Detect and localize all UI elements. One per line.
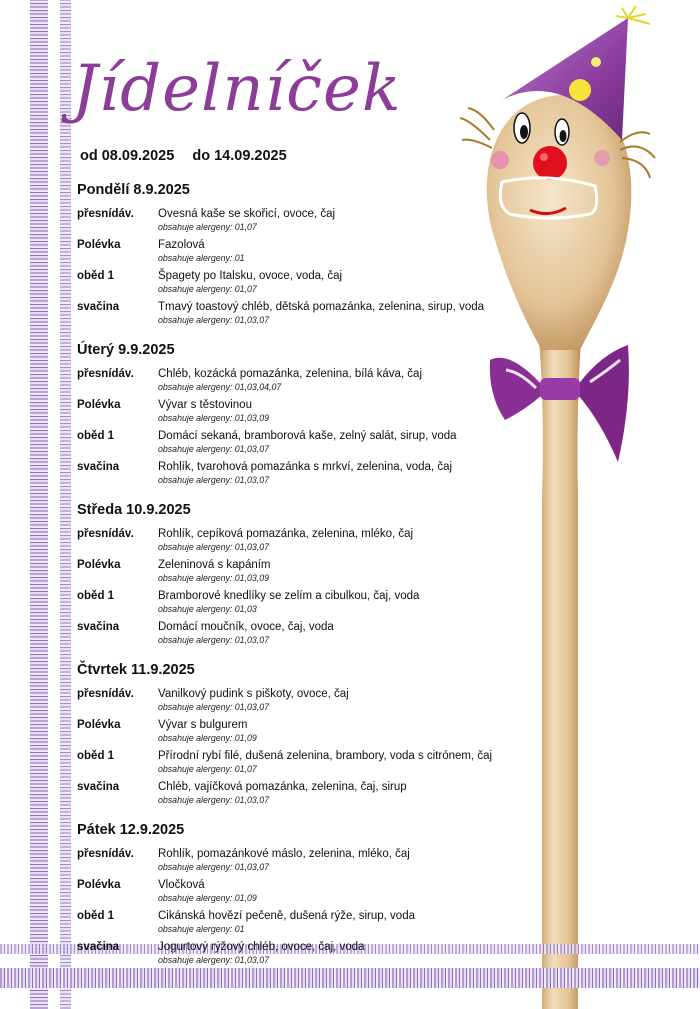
meal-body [158, 940, 537, 971]
day-section [77, 181, 537, 331]
meal-description: Rohlík, pomazánkové máslo, zelenina, mléko, čaj [158, 848, 410, 860]
meal-label: přesnídáv. [77, 688, 134, 700]
meal-row [77, 940, 537, 971]
meal-row [77, 207, 537, 238]
meal-body [158, 847, 537, 878]
meal-label: přesnídáv. [77, 368, 134, 380]
meal-body [158, 398, 537, 429]
meal-row [77, 300, 537, 331]
meal-body [158, 207, 537, 238]
meal-body [158, 878, 537, 909]
meal-allergens: obsahuje alergeny: 01,07 [158, 222, 257, 232]
day-section [77, 661, 537, 811]
meal-body [158, 718, 537, 749]
day-section [77, 821, 537, 971]
meal-label: svačina [77, 301, 120, 313]
meal-row [77, 718, 537, 749]
meal-description: Ovesná kaše se skořicí, ovoce, čaj [158, 208, 336, 220]
meal-row [77, 589, 537, 620]
meal-label: Polévka [77, 879, 121, 891]
day-title: Pondělí 8.9.2025 [77, 182, 190, 198]
clown-nose [533, 146, 567, 180]
meal-body [158, 367, 537, 398]
spoon-handle [538, 330, 582, 1009]
meal-description: Vločková [158, 879, 205, 891]
hat-pompom [616, 6, 650, 24]
meal-allergens: obsahuje alergeny: 01,09 [158, 733, 257, 743]
meal-allergens: obsahuje alergeny: 01,03,07 [158, 862, 270, 872]
meal-allergens: obsahuje alergeny: 01,07 [158, 284, 257, 294]
meal-row [77, 847, 537, 878]
meal-allergens: obsahuje alergeny: 01,09 [158, 893, 257, 903]
day-title: Pátek 12.9.2025 [77, 822, 185, 838]
meal-row [77, 269, 537, 300]
meal-allergens: obsahuje alergeny: 01,03,07 [158, 702, 270, 712]
hat-dot-yellow [569, 79, 591, 101]
meal-label: oběd 1 [77, 750, 115, 762]
meal-allergens: obsahuje alergeny: 01,03,09 [158, 573, 270, 583]
meal-label: Polévka [77, 399, 121, 411]
meal-description: Cikánská hovězí pečeně, dušená rýže, sirup, voda [158, 910, 415, 922]
meal-allergens: obsahuje alergeny: 01,03,07 [158, 444, 270, 454]
weekly-menu [77, 181, 537, 981]
meal-label: svačina [77, 621, 120, 633]
meal-allergens: obsahuje alergeny: 01,03,09 [158, 413, 270, 423]
meal-label: oběd 1 [77, 270, 115, 282]
left-ribbon-narrow [60, 0, 71, 1009]
meal-label: oběd 1 [77, 590, 115, 602]
date-range [80, 148, 301, 164]
meal-description: Špagety po Italsku, ovoce, voda, čaj [158, 270, 343, 282]
date-from: od 08.09.2025 [80, 148, 175, 164]
day-title: Středa 10.9.2025 [77, 502, 191, 518]
meal-row [77, 429, 537, 460]
meal-body [158, 780, 537, 811]
meal-row [77, 780, 537, 811]
meal-row [77, 909, 537, 940]
meal-description: Vývar s bulgurem [158, 719, 248, 731]
day-title: Čtvrtek 11.9.2025 [77, 662, 195, 678]
meal-allergens: obsahuje alergeny: 01 [158, 924, 245, 934]
meal-description: Chléb, kozácká pomazánka, zelenina, bílá káva, čaj [158, 368, 423, 380]
meal-body [158, 749, 537, 780]
meal-label: Polévka [77, 719, 121, 731]
meal-body [158, 269, 537, 300]
meal-description: Přírodní rybí filé, dušená zelenina, brambory, voda s citrónem, čaj [158, 750, 493, 762]
meal-row [77, 367, 537, 398]
meal-label: přesnídáv. [77, 528, 134, 540]
meal-label: svačina [77, 941, 120, 953]
meal-body [158, 300, 537, 331]
meal-allergens: obsahuje alergeny: 01,03 [158, 604, 257, 614]
meal-row [77, 527, 537, 558]
day-section [77, 501, 537, 651]
meal-row [77, 558, 537, 589]
meal-row [77, 238, 537, 269]
meal-body [158, 620, 537, 651]
meal-row [77, 749, 537, 780]
meal-allergens: obsahuje alergeny: 01,03,07 [158, 475, 270, 485]
meal-allergens: obsahuje alergeny: 01,03,07 [158, 542, 270, 552]
meal-row [77, 878, 537, 909]
left-ribbon-wide [30, 0, 48, 1009]
meal-description: Chléb, vajíčková pomazánka, zelenina, čaj, sirup [158, 781, 407, 793]
meal-allergens: obsahuje alergeny: 01,03,07 [158, 635, 270, 645]
hat-dot-small [591, 57, 601, 67]
meal-label: přesnídáv. [77, 208, 134, 220]
meal-description: Jogurtový rýžový chléb, ovoce, čaj, voda [158, 941, 365, 953]
meal-description: Vanilkový pudink s piškoty, ovoce, čaj [158, 688, 349, 700]
meal-label: svačina [77, 461, 120, 473]
meal-body [158, 527, 537, 558]
meal-description: Zeleninová s kapáním [158, 559, 271, 571]
meal-allergens: obsahuje alergeny: 01,03,07 [158, 315, 270, 325]
meal-label: svačina [77, 781, 120, 793]
meal-label: přesnídáv. [77, 848, 134, 860]
meal-allergens: obsahuje alergeny: 01,03,07 [158, 795, 270, 805]
date-to: do 14.09.2025 [192, 148, 287, 164]
meal-body [158, 589, 537, 620]
meal-row [77, 398, 537, 429]
meal-description: Fazolová [158, 239, 205, 251]
meal-body [158, 558, 537, 589]
meal-label: Polévka [77, 559, 121, 571]
meal-label: oběd 1 [77, 910, 115, 922]
day-title: Úterý 9.9.2025 [77, 342, 175, 358]
meal-allergens: obsahuje alergeny: 01,07 [158, 764, 257, 774]
meal-allergens: obsahuje alergeny: 01,03,07 [158, 955, 270, 965]
meal-row [77, 460, 537, 491]
meal-description: Rohlík, tvarohová pomazánka s mrkví, zelenina, voda, čaj [158, 461, 453, 473]
meal-body [158, 909, 537, 940]
meal-description: Tmavý toastový chléb, dětská pomazánka, zelenina, sirup, voda [158, 301, 485, 313]
day-section [77, 341, 537, 491]
meal-label: Polévka [77, 239, 121, 251]
meal-description: Domácí sekaná, bramborová kaše, zelný salát, sirup, voda [158, 430, 457, 442]
meal-allergens: obsahuje alergeny: 01 [158, 253, 245, 263]
meal-body [158, 460, 537, 491]
meal-row [77, 620, 537, 651]
page-title: Jídelníček [72, 52, 402, 126]
meal-description: Vývar s těstovinou [158, 399, 252, 411]
meal-description: Rohlík, cepíková pomazánka, zelenina, mléko, čaj [158, 528, 414, 540]
meal-description: Bramborové knedlíky se zelím a cibulkou, čaj, voda [158, 590, 420, 602]
meal-row [77, 687, 537, 718]
meal-allergens: obsahuje alergeny: 01,03,04,07 [158, 382, 282, 392]
meal-body [158, 238, 537, 269]
meal-body [158, 687, 537, 718]
meal-description: Domácí moučník, ovoce, čaj, voda [158, 621, 334, 633]
meal-body [158, 429, 537, 460]
meal-label: oběd 1 [77, 430, 115, 442]
